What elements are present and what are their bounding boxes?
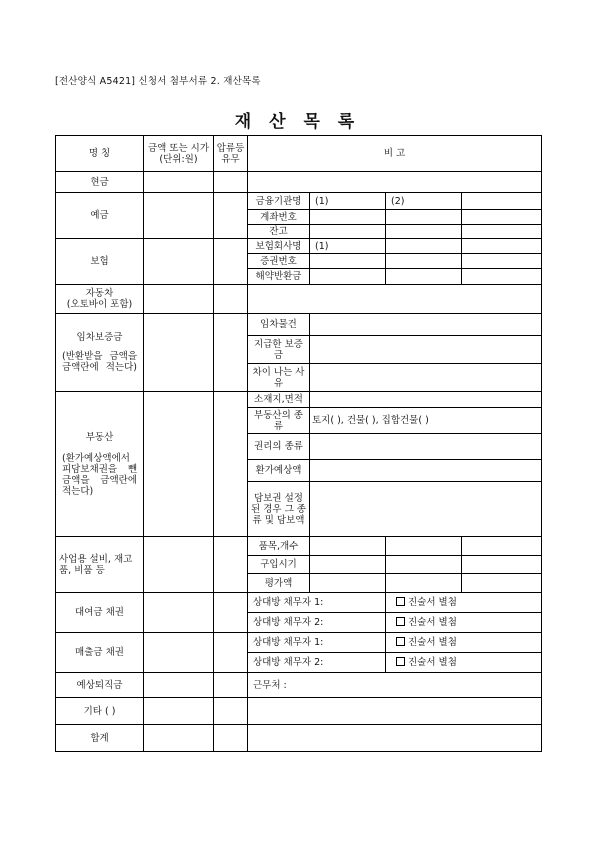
loan-claim-amount-field[interactable] bbox=[144, 593, 214, 633]
equipment-valuation-2-field[interactable] bbox=[386, 574, 462, 593]
lease-object-label: 임차물건 bbox=[248, 314, 310, 336]
deposit-bank-name-label: 금융기관명 bbox=[248, 193, 310, 210]
realestate-right-type-field[interactable] bbox=[310, 434, 542, 460]
row-label-cash: 현금 bbox=[56, 172, 144, 193]
page-title: 재 산 목 록 bbox=[234, 112, 361, 132]
deposit-account-1-field[interactable] bbox=[310, 210, 386, 225]
insurance-company-3-field[interactable] bbox=[462, 239, 542, 254]
insurance-refund-1-field[interactable] bbox=[310, 269, 386, 285]
realestate-amount-field[interactable] bbox=[144, 392, 214, 537]
cash-seizure-field[interactable] bbox=[214, 172, 248, 193]
car-remarks-field[interactable] bbox=[248, 285, 542, 314]
sales-claim-attach-2 bbox=[386, 653, 542, 673]
table-row-insurance bbox=[56, 239, 542, 254]
row-label-sales-claim: 매출금 채권 bbox=[56, 633, 144, 673]
deposit-balance-label: 잔고 bbox=[248, 225, 310, 239]
lease-object-field[interactable] bbox=[310, 314, 542, 336]
car-label: 자동차 bbox=[85, 288, 114, 299]
equipment-valuation-label: 평가액 bbox=[248, 574, 310, 593]
equipment-item-1-field[interactable] bbox=[310, 537, 386, 556]
deposit-balance-1-field[interactable] bbox=[310, 225, 386, 239]
equipment-valuation-1-field[interactable] bbox=[310, 574, 386, 593]
table-row-severance bbox=[56, 673, 542, 698]
realestate-type-label: 부동산의 종류 bbox=[248, 408, 310, 434]
checkbox-icon[interactable] bbox=[396, 637, 405, 646]
equipment-purchase-3-field[interactable] bbox=[462, 556, 542, 574]
col-header-remarks: 비 고 bbox=[248, 136, 542, 172]
insurance-policy-number-label: 증권번호 bbox=[248, 254, 310, 269]
realestate-expected-value-label: 환가예상액 bbox=[248, 460, 310, 482]
col-header-seizure: 압류등 유무 bbox=[214, 136, 248, 172]
row-label-deposit: 예금 bbox=[56, 193, 144, 239]
equipment-amount-field[interactable] bbox=[144, 537, 214, 593]
cash-remarks-field[interactable] bbox=[248, 172, 542, 193]
car-amount-field[interactable] bbox=[144, 285, 214, 314]
insurance-company-1-field[interactable]: (1) bbox=[310, 239, 386, 254]
attach-statement-label: 진술서 별첨 bbox=[408, 637, 457, 648]
sales-claim-debtor-1[interactable]: 상대방 채무자 1: bbox=[248, 633, 386, 653]
equipment-seizure-field[interactable] bbox=[214, 537, 248, 593]
table-row-equipment bbox=[56, 537, 542, 556]
table-row-total bbox=[56, 725, 542, 752]
col-header-amount: 금액 또는 시가(단위:원) bbox=[144, 136, 214, 172]
deposit-seizure-field[interactable] bbox=[214, 193, 248, 239]
table-header-row bbox=[56, 136, 542, 172]
row-label-realestate bbox=[56, 392, 144, 537]
lease-label-note: (반환받을 금액을 금액란에 적는다) bbox=[62, 351, 137, 373]
insurance-seizure-field[interactable] bbox=[214, 239, 248, 285]
attach-statement-label: 진술서 별첨 bbox=[408, 597, 457, 608]
col-header-name: 명 칭 bbox=[56, 136, 144, 172]
insurance-company-label: 보험회사명 bbox=[248, 239, 310, 254]
table-row-realestate bbox=[56, 392, 542, 408]
total-amount-field[interactable] bbox=[144, 725, 214, 752]
sales-claim-debtor-2[interactable]: 상대방 채무자 2: bbox=[248, 653, 386, 673]
lease-amount-field[interactable] bbox=[144, 314, 214, 392]
equipment-valuation-3-field[interactable] bbox=[462, 574, 542, 593]
realestate-seizure-field[interactable] bbox=[214, 392, 248, 537]
deposit-bank-3-field[interactable] bbox=[462, 193, 542, 210]
car-seizure-field[interactable] bbox=[214, 285, 248, 314]
deposit-account-number-label: 계좌번호 bbox=[248, 210, 310, 225]
table-row-lease bbox=[56, 314, 542, 336]
row-label-loan-claim: 대여금 채권 bbox=[56, 593, 144, 633]
row-label-equipment: 사업용 설비, 재고품, 비품 등 bbox=[56, 537, 144, 593]
sales-claim-attach-1 bbox=[386, 633, 542, 653]
row-label-severance: 예상퇴직금 bbox=[56, 673, 144, 698]
row-label-lease bbox=[56, 314, 144, 392]
equipment-purchase-1-field[interactable] bbox=[310, 556, 386, 574]
deposit-bank-1-field[interactable]: (1) bbox=[310, 193, 386, 210]
table-row-sales-claim bbox=[56, 633, 542, 653]
insurance-company-2-field[interactable] bbox=[386, 239, 462, 254]
deposit-account-2-field[interactable] bbox=[386, 210, 462, 225]
other-remarks-field[interactable] bbox=[248, 698, 542, 725]
insurance-amount-field[interactable] bbox=[144, 239, 214, 285]
insurance-policy-2-field[interactable] bbox=[386, 254, 462, 269]
equipment-purchase-2-field[interactable] bbox=[386, 556, 462, 574]
deposit-bank-2-field[interactable]: (2) bbox=[386, 193, 462, 210]
deposit-amount-field[interactable] bbox=[144, 193, 214, 239]
severance-workplace-field[interactable]: 근무처 : bbox=[248, 673, 542, 698]
row-label-car bbox=[56, 285, 144, 314]
equipment-item-3-field[interactable] bbox=[462, 537, 542, 556]
realestate-expected-value-field[interactable] bbox=[310, 460, 542, 482]
insurance-policy-1-field[interactable] bbox=[310, 254, 386, 269]
checkbox-icon[interactable] bbox=[396, 657, 405, 666]
other-amount-field[interactable] bbox=[144, 698, 214, 725]
equipment-item-2-field[interactable] bbox=[386, 537, 462, 556]
attach-statement-label: 진술서 별첨 bbox=[408, 617, 457, 628]
table-row-cash bbox=[56, 172, 542, 193]
loan-claim-debtor-1[interactable]: 상대방 채무자 1: bbox=[248, 593, 386, 613]
realestate-collateral-field[interactable] bbox=[310, 482, 542, 537]
realestate-location-label: 소재지,면적 bbox=[248, 392, 310, 408]
attach-statement-label: 진술서 별첨 bbox=[408, 657, 457, 668]
loan-claim-seizure-field[interactable] bbox=[214, 593, 248, 633]
lease-paid-deposit-label: 지급한 보증금 bbox=[248, 336, 310, 364]
insurance-policy-3-field[interactable] bbox=[462, 254, 542, 269]
equipment-item-count-label: 품목,개수 bbox=[248, 537, 310, 556]
sales-claim-amount-field[interactable] bbox=[144, 633, 214, 673]
loan-claim-debtor-2[interactable]: 상대방 채무자 2: bbox=[248, 613, 386, 633]
insurance-refund-2-field[interactable] bbox=[386, 269, 462, 285]
deposit-account-3-field[interactable] bbox=[462, 210, 542, 225]
lease-difference-reason-label: 차이 나는 사유 bbox=[248, 364, 310, 392]
cash-amount-field[interactable] bbox=[144, 172, 214, 193]
checkbox-icon[interactable] bbox=[396, 597, 405, 606]
total-seizure-field[interactable] bbox=[214, 725, 248, 752]
deposit-balance-2-field[interactable] bbox=[386, 225, 462, 239]
asset-list-table bbox=[55, 135, 542, 752]
severance-seizure-field[interactable] bbox=[214, 673, 248, 698]
total-remarks-field[interactable] bbox=[248, 725, 542, 752]
table-row-deposit bbox=[56, 193, 542, 210]
realestate-label-note: (환가예상액에서 피담보채권을 뺀 금액을 금액란에 적는다) bbox=[62, 452, 137, 497]
car-label-note: (오토바이 포함) bbox=[66, 299, 133, 310]
lease-difference-reason-field[interactable] bbox=[310, 364, 542, 392]
realestate-location-field[interactable] bbox=[310, 392, 542, 408]
form-code-header: [전산양식 A5421] 신청서 첨부서류 2. 재산목록 bbox=[55, 76, 261, 87]
loan-claim-attach-1 bbox=[386, 593, 542, 613]
equipment-purchase-date-label: 구입시기 bbox=[248, 556, 310, 574]
row-label-insurance: 보험 bbox=[56, 239, 144, 285]
realestate-type-field[interactable]: 토지( ), 건물( ), 집합건물( ) bbox=[310, 408, 542, 434]
table-row-car bbox=[56, 285, 542, 314]
lease-label: 임차보증금 bbox=[76, 332, 123, 343]
table-row-loan-claim bbox=[56, 593, 542, 613]
lease-seizure-field[interactable] bbox=[214, 314, 248, 392]
other-seizure-field[interactable] bbox=[214, 698, 248, 725]
insurance-refund-3-field[interactable] bbox=[462, 269, 542, 285]
row-label-total: 합계 bbox=[56, 725, 144, 752]
deposit-balance-3-field[interactable] bbox=[462, 225, 542, 239]
checkbox-icon[interactable] bbox=[396, 617, 405, 626]
insurance-refund-label: 해약반환금 bbox=[248, 269, 310, 285]
loan-claim-attach-2 bbox=[386, 613, 542, 633]
severance-amount-field[interactable] bbox=[144, 673, 214, 698]
lease-paid-deposit-field[interactable] bbox=[310, 336, 542, 364]
realestate-right-type-label: 권리의 종류 bbox=[248, 434, 310, 460]
row-label-other: 기타 ( ) bbox=[56, 698, 144, 725]
realestate-label: 부동산 bbox=[85, 431, 114, 443]
sales-claim-seizure-field[interactable] bbox=[214, 633, 248, 673]
table-row-other bbox=[56, 698, 542, 725]
realestate-collateral-label: 담보권 설정된 경우 그 종류 및 담보액 bbox=[248, 482, 310, 537]
